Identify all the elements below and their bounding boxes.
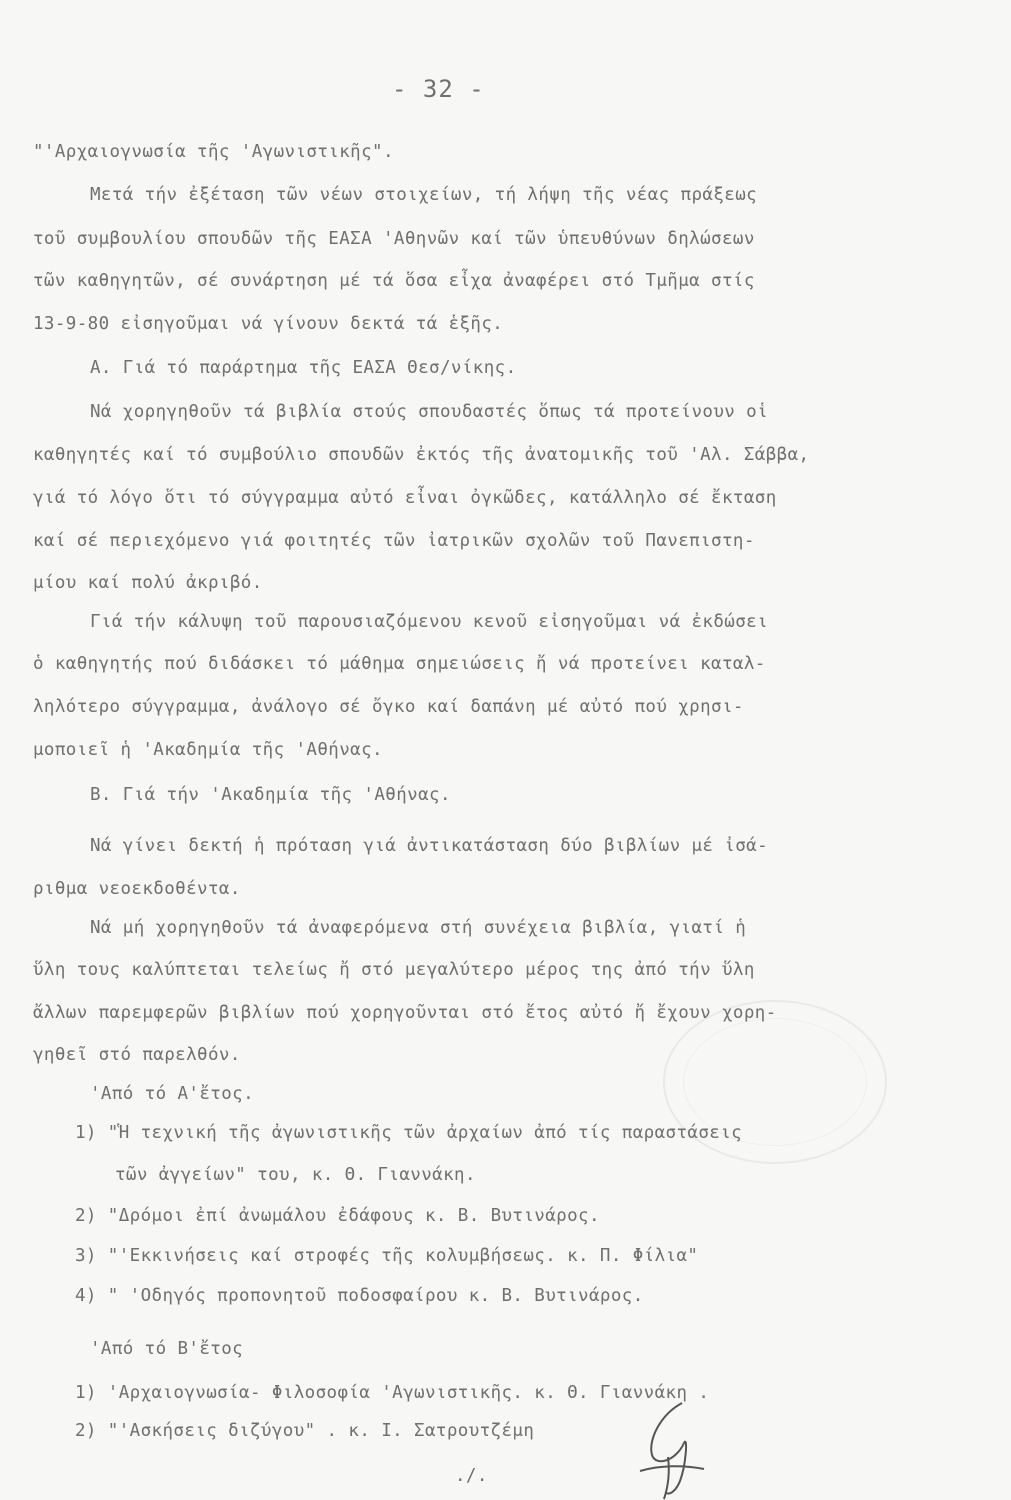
paragraph-line: Μετά τήν ἐξέταση τῶν νέων στοιχείων, τή λήψη τῆς νέας πράξεως (90, 185, 758, 205)
paragraph-line: ληλότερο σύγγραμμα, ἀνάλογο σέ ὄγκο καί δαπάνη μέ αὐτό πού χρησι- (33, 697, 744, 717)
list-item: 2) "'Ασκήσεις διζύγου" . κ. Ι. Σατρουτζέμη (75, 1421, 535, 1441)
subheading-year-b: 'Από τό Β'ἔτος (90, 1339, 244, 1359)
list-item: 4) " 'Οδηγός προπονητοῦ ποδοσφαίρου κ. Β. Βυτινάρος. (75, 1286, 644, 1306)
paragraph-line: 13-9-80 εἰσηγοῦμαι νά γίνουν δεκτά τά ἑξῆς. (33, 314, 504, 334)
paragraph-line: ὁ καθηγητής πού διδάσκει τό μάθημα σημειώσεις ἤ νά προτείνει καταλ- (33, 654, 766, 674)
list-item: 2) "Δρόμοι ἐπί ἀνωμάλου ἐδάφους κ. Β. Βυτινάρος. (75, 1206, 600, 1226)
subheading-year-a: 'Από τό Α'ἔτος. (90, 1084, 255, 1104)
continuation-mark: ./. (455, 1466, 488, 1486)
paragraph-line: καθηγητές καί τό συμβούλιο σπουδῶν ἐκτός τῆς ἀνατομικῆς τοῦ 'Αλ. Σάββα, (33, 445, 810, 465)
paragraph-line: μίου καί πολύ ἀκριβό. (33, 573, 263, 593)
paragraph-line: ὕλη τους καλύπτεται τελείως ἤ στό μεγαλύτερο μέρος της ἀπό τήν ὕλη (33, 960, 755, 980)
paragraph-line: Νά γίνει δεκτή ἡ πρόταση γιά ἀντικατάσταση δύο βιβλίων μέ ἰσά- (90, 836, 769, 856)
paragraph-line: τῶν καθηγητῶν, σέ συνάρτηση μέ τά ὅσα εἶχα ἀναφέρει στό Τμῆμα στίς (33, 271, 755, 291)
paragraph-line: καί σέ περιεχόμενο γιά φοιτητές τῶν ἰατρικῶν σχολῶν τοῦ Πανεπιστη- (33, 531, 755, 551)
list-item-continuation: τῶν ἀγγείων" του, κ. Θ. Γιαννάκη. (115, 1165, 476, 1185)
paragraph-line: Νά χορηγηθοῦν τά βιβλία στούς σπουδαστές ὅπως τά προτείνουν οἱ (90, 402, 769, 422)
list-item: 1) 'Αρχαιογνωσία- Φιλοσοφία 'Αγωνιστικῆς. κ. Θ. Γιαννάκη . (75, 1383, 710, 1403)
paragraph-line: τοῦ συμβουλίου σπουδῶν τῆς ΕΑΣΑ 'Αθηνῶν καί τῶν ὑπευθύνων δηλώσεων (33, 229, 755, 249)
section-heading-b: Β. Γιά τήν 'Ακαδημία τῆς 'Αθήνας. (90, 785, 451, 805)
paragraph-line: γιά τό λόγο ὅτι τό σύγγραμμα αὐτό εἶναι ὀγκῶδες, κατάλληλο σέ ἔκταση (33, 488, 777, 508)
page-number: - 32 - (392, 75, 485, 103)
list-item: 1) "Ἡ τεχνική τῆς ἀγωνιστικῆς τῶν ἀρχαίων ἀπό τίς παραστάσεις (75, 1123, 743, 1143)
paragraph-line: ἄλλων παρεμφερῶν βιβλίων πού χορηγοῦνται στό ἔτος αὐτό ἤ ἔχουν χορη- (33, 1003, 777, 1023)
heading-title: "'Αρχαιογνωσία τῆς 'Αγωνιστικῆς". (33, 142, 394, 162)
list-item: 3) "'Εκκινήσεις καί στροφές τῆς κολυμβήσεως. κ. Π. Φίλια" (75, 1246, 699, 1266)
section-heading-a: Α. Γιά τό παράρτημα τῆς ΕΑΣΑ Θεσ/νίκης. (90, 358, 517, 378)
handwritten-signature (630, 1395, 710, 1500)
paragraph-line: ριθμα νεοεκδοθέντα. (33, 879, 241, 899)
paragraph-line: μοποιεῖ ἡ 'Ακαδημία τῆς 'Αθήνας. (33, 740, 383, 760)
paragraph-line: γηθεῖ στό παρελθόν. (33, 1045, 241, 1065)
paragraph-line: Γιά τήν κάλυψη τοῦ παρουσιαζόμενου κενοῦ εἰσηγοῦμαι νά ἐκδώσει (90, 612, 769, 632)
paragraph-line: Νά μή χορηγηθοῦν τά ἀναφερόμενα στή συνέχεια βιβλία, γιατί ἡ (90, 918, 747, 938)
